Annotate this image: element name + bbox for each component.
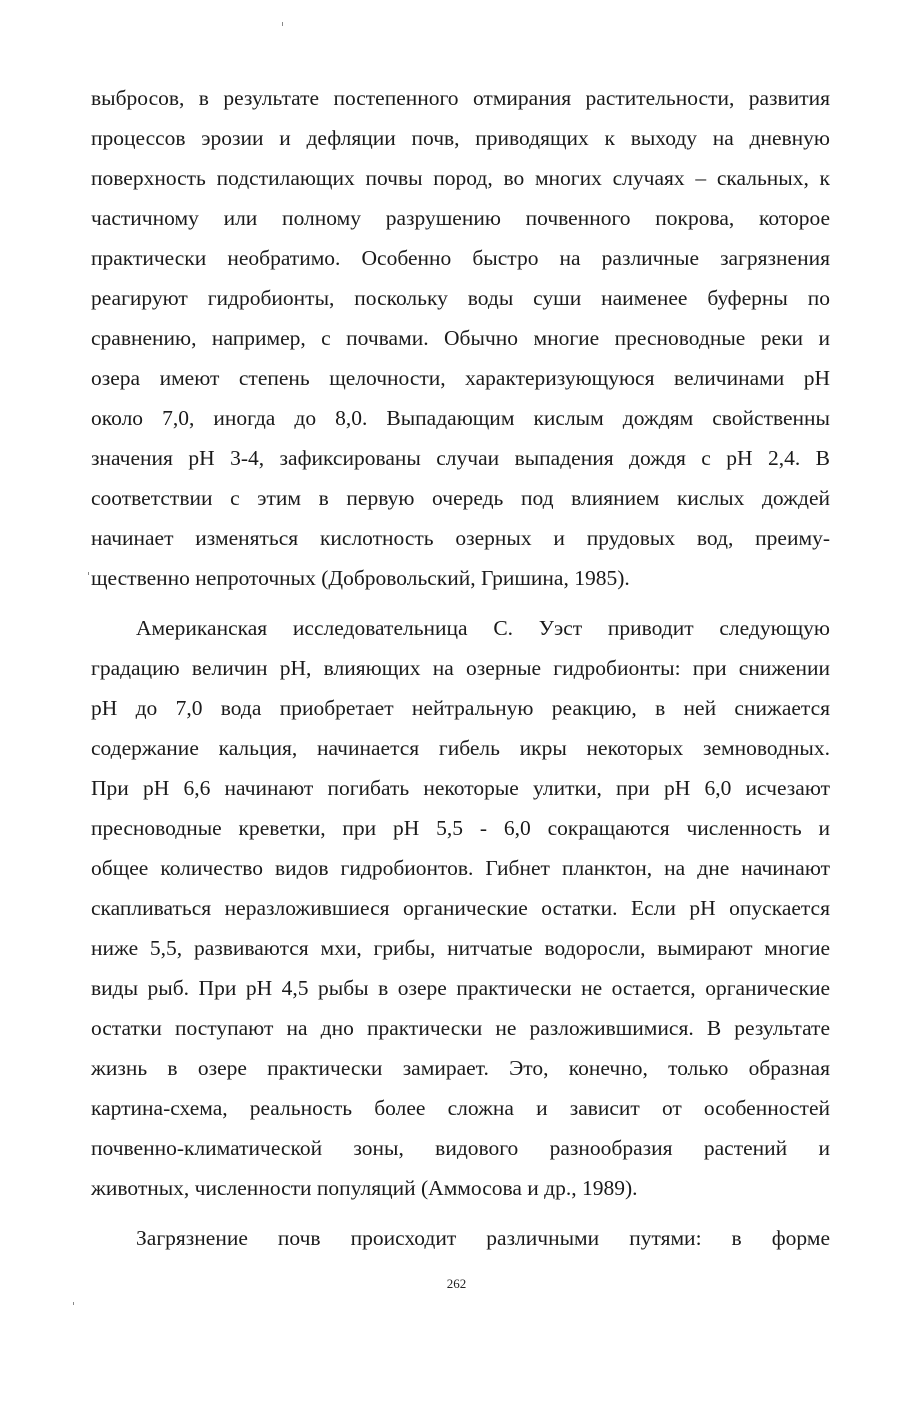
text-line: процессов эрозии и дефляции почв, приводящих к выходу на дневную	[91, 126, 830, 150]
text-line: При pH 6,6 начинают погибать некоторые улитки, при pH 6,0 исчезают	[91, 776, 830, 800]
paragraph-2	[91, 608, 830, 1208]
text-line: щественно непроточных (Добровольский, Гришина, 1985).	[91, 566, 630, 590]
text-line: pH до 7,0 вода приобретает нейтральную реакцию, в ней снижается	[91, 696, 830, 720]
text-line: Американская исследовательница С. Уэст приводит следующую	[136, 616, 830, 640]
text-line: остатки поступают на дно практически не разложившимися. В результате	[91, 1016, 830, 1040]
text-line: озера имеют степень щелочности, характеризующуюся величинами pH	[91, 366, 830, 390]
paragraph-1	[91, 78, 830, 598]
text-line: жизнь в озере практически замирает. Это, конечно, только образная	[91, 1056, 830, 1080]
text-line: животных, численности популяций (Аммосова и др., 1989).	[91, 1176, 638, 1200]
text-line: почвенно-климатической зоны, видового разнообразия растений и	[91, 1136, 830, 1160]
text-line: выбросов, в результате постепенного отмирания растительности, развития	[91, 86, 830, 110]
text-line: значения pH 3-4, зафиксированы случаи выпадения дождя с pH 2,4. В	[91, 446, 830, 470]
text-line: практически необратимо. Особенно быстро на различные загрязнения	[91, 246, 830, 270]
scan-mark-bottom-left	[73, 1302, 74, 1305]
text-line: виды рыб. При pH 4,5 рыбы в озере практически не остается, органические	[91, 976, 830, 1000]
text-line: начинает изменяться кислотность озерных и прудовых вод, преиму-	[91, 526, 830, 550]
scan-mark-left	[88, 572, 89, 575]
text-line: общее количество видов гидробионтов. Гибнет планктон, на дне начинают	[91, 856, 830, 880]
paragraph-3	[91, 1218, 830, 1258]
scan-mark-top	[282, 22, 283, 26]
text-line: реагируют гидробионты, поскольку воды суши наименее буферны по	[91, 286, 830, 310]
text-line: около 7,0, иногда до 8,0. Выпадающим кислым дождям свойственны	[91, 406, 830, 430]
text-line: градацию величин pH, влияющих на озерные гидробионты: при снижении	[91, 656, 830, 680]
text-line: сравнению, например, с почвами. Обычно многие пресноводные реки и	[91, 326, 830, 350]
text-line: пресноводные креветки, при pH 5,5 - 6,0 сокращаются численность и	[91, 816, 830, 840]
text-line: Загрязнение почв происходит различными путями: в форме	[136, 1226, 830, 1250]
text-line: поверхность подстилающих почвы пород, во многих случаях – скальных, к	[91, 166, 830, 190]
text-line: картина-схема, реальность более сложна и зависит от особенностей	[91, 1096, 830, 1120]
text-line: скапливаться неразложившиеся органические остатки. Если pH опускается	[91, 896, 830, 920]
body-text	[91, 78, 830, 1258]
page-number: 262	[446, 1276, 467, 1291]
text-line: частичному или полному разрушению почвенного покрова, которое	[91, 206, 830, 230]
text-line: содержание кальция, начинается гибель икры некоторых земноводных.	[91, 736, 830, 760]
text-line: ниже 5,5, развиваются мхи, грибы, нитчатые водоросли, вымирают многие	[91, 936, 830, 960]
text-line: соответствии с этим в первую очередь под влиянием кислых дождей	[91, 486, 830, 510]
